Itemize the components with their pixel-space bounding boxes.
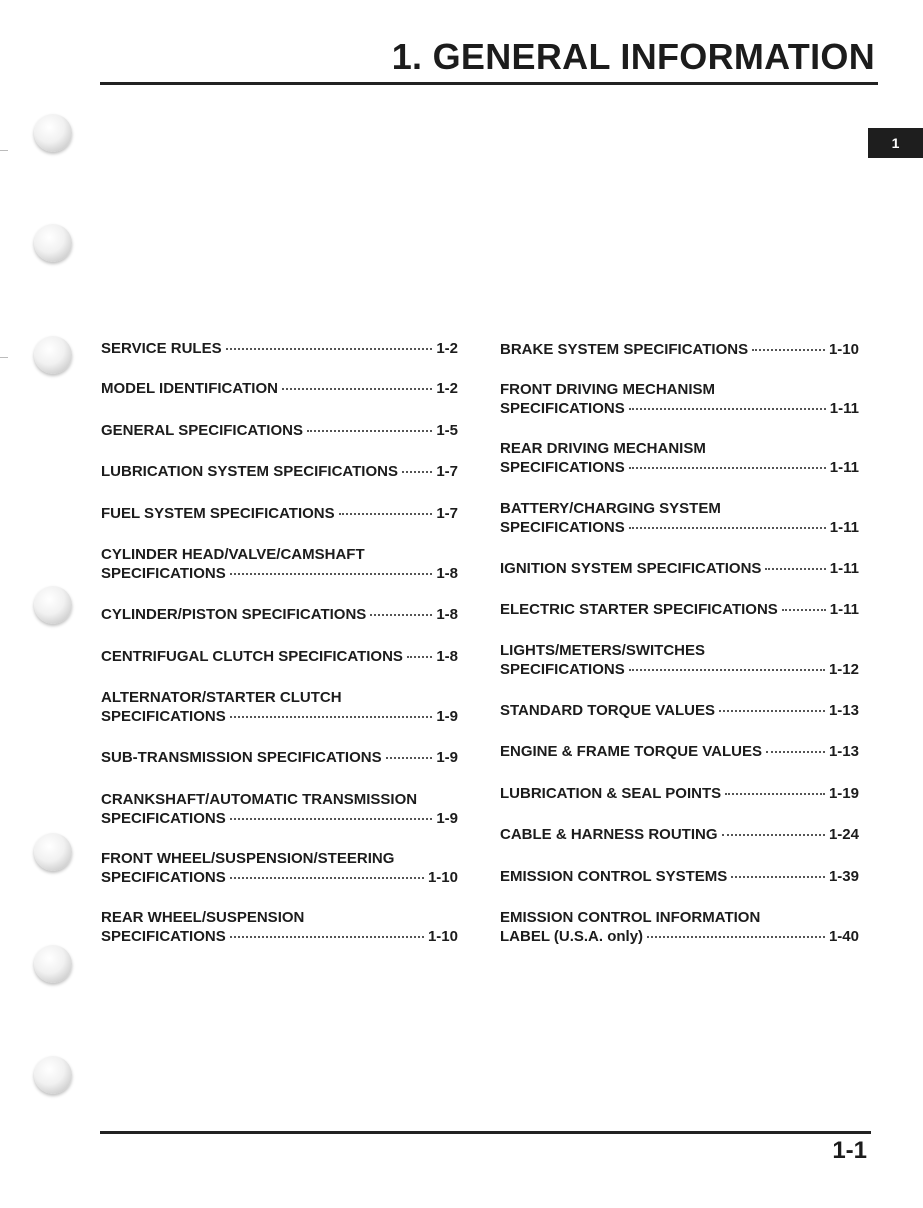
toc-dot-leader bbox=[230, 572, 433, 575]
toc-page-ref: 1-10 bbox=[427, 869, 458, 886]
toc-dot-leader bbox=[725, 792, 825, 795]
margin-mark bbox=[0, 357, 8, 358]
toc-dot-leader bbox=[731, 875, 825, 878]
toc-entry-label: ALTERNATOR/STARTER CLUTCH bbox=[101, 689, 342, 706]
toc-entry[interactable] bbox=[500, 340, 859, 359]
toc-dot-leader bbox=[230, 876, 424, 879]
toc-page-ref: 1-40 bbox=[828, 928, 859, 945]
toc-entry-label: EMISSION CONTROL SYSTEMS bbox=[500, 868, 728, 885]
toc-entry-label: LABEL (U.S.A. only) bbox=[500, 928, 644, 945]
toc-dot-leader bbox=[765, 567, 825, 570]
toc-page-ref: 1-24 bbox=[828, 826, 859, 843]
toc-page-ref: 1-7 bbox=[436, 463, 458, 480]
binder-hole-icon bbox=[34, 833, 72, 871]
toc-dot-leader bbox=[752, 348, 825, 351]
toc-entry-label: CABLE & HARNESS ROUTING bbox=[500, 826, 718, 843]
toc-page-ref: 1-11 bbox=[829, 519, 859, 536]
toc-dot-leader bbox=[230, 817, 433, 820]
toc-entry-label: CENTRIFUGAL CLUTCH SPECIFICATIONS bbox=[101, 648, 403, 665]
binder-hole-icon bbox=[34, 586, 72, 624]
toc-entry-label: BRAKE SYSTEM SPECIFICATIONS bbox=[500, 341, 749, 358]
toc-entry[interactable] bbox=[101, 908, 458, 946]
toc-entry[interactable] bbox=[101, 421, 458, 440]
toc-entry-label: FUEL SYSTEM SPECIFICATIONS bbox=[101, 505, 335, 522]
toc-dot-leader bbox=[722, 833, 825, 836]
toc-entry[interactable] bbox=[500, 867, 859, 886]
toc-entry[interactable] bbox=[101, 462, 458, 481]
toc-dot-leader bbox=[629, 407, 826, 410]
toc-entry-label: SPECIFICATIONS bbox=[101, 869, 226, 886]
toc-entry-label: LUBRICATION SYSTEM SPECIFICATIONS bbox=[101, 463, 398, 480]
toc-entry[interactable] bbox=[500, 641, 859, 679]
toc-page-ref: 1-8 bbox=[436, 606, 458, 623]
toc-entry-label: CYLINDER/PISTON SPECIFICATIONS bbox=[101, 606, 367, 623]
toc-dot-leader bbox=[339, 512, 433, 515]
toc-entry[interactable] bbox=[500, 784, 859, 803]
toc-dot-leader bbox=[402, 470, 432, 473]
toc-page-ref: 1-9 bbox=[436, 749, 458, 766]
toc-entry[interactable] bbox=[500, 742, 859, 761]
toc-dot-leader bbox=[719, 709, 825, 712]
title-rule bbox=[100, 82, 878, 85]
toc-dot-leader bbox=[407, 655, 432, 658]
toc-dot-leader bbox=[782, 608, 826, 611]
toc-entry-label: EMISSION CONTROL INFORMATION bbox=[500, 909, 761, 926]
binder-hole-icon bbox=[34, 114, 72, 152]
toc-entry-label: ELECTRIC STARTER SPECIFICATIONS bbox=[500, 601, 778, 618]
toc-entry[interactable] bbox=[500, 701, 859, 720]
toc-page-ref: 1-7 bbox=[436, 505, 458, 522]
toc-entry-label: SUB-TRANSMISSION SPECIFICATIONS bbox=[101, 749, 382, 766]
toc-dot-leader bbox=[647, 935, 825, 938]
toc-entry-label: CRANKSHAFT/AUTOMATIC TRANSMISSION bbox=[101, 791, 418, 808]
toc-dot-leader bbox=[386, 756, 433, 759]
chapter-title: 1. GENERAL INFORMATION bbox=[391, 36, 875, 77]
toc-page-ref: 1-10 bbox=[427, 928, 458, 945]
toc-dot-leader bbox=[307, 429, 432, 432]
toc-page-ref: 1-39 bbox=[828, 868, 859, 885]
toc-entry[interactable] bbox=[500, 499, 859, 537]
footer-rule bbox=[100, 1131, 871, 1134]
toc-entry-label: SERVICE RULES bbox=[101, 340, 222, 357]
toc-entry-label: STANDARD TORQUE VALUES bbox=[500, 702, 716, 719]
toc-entry[interactable] bbox=[101, 647, 458, 666]
toc-page-ref: 1-8 bbox=[436, 565, 458, 582]
toc-entry[interactable] bbox=[101, 790, 458, 828]
section-tab-marker: 1 bbox=[868, 128, 923, 158]
toc-page-ref: 1-13 bbox=[828, 743, 859, 760]
toc-entry-label: SPECIFICATIONS bbox=[101, 708, 226, 725]
toc-entry-label: SPECIFICATIONS bbox=[500, 519, 625, 536]
toc-dot-leader bbox=[230, 935, 424, 938]
toc-entry-label: BATTERY/CHARGING SYSTEM bbox=[500, 500, 721, 517]
toc-page-ref: 1-8 bbox=[436, 648, 458, 665]
toc-page-ref: 1-2 bbox=[436, 380, 458, 397]
toc-dot-leader bbox=[230, 715, 433, 718]
toc-entry[interactable] bbox=[101, 688, 458, 726]
toc-dot-leader bbox=[370, 613, 432, 616]
toc-entry-label: ENGINE & FRAME TORQUE VALUES bbox=[500, 743, 762, 760]
toc-page-ref: 1-11 bbox=[829, 560, 859, 577]
toc-dot-leader bbox=[226, 347, 433, 350]
toc-entry[interactable] bbox=[101, 504, 458, 523]
binder-hole-icon bbox=[34, 1056, 72, 1094]
toc-entry[interactable] bbox=[500, 600, 859, 619]
toc-entry[interactable] bbox=[500, 559, 859, 578]
toc-page-ref: 1-19 bbox=[828, 785, 859, 802]
toc-entry-label: IGNITION SYSTEM SPECIFICATIONS bbox=[500, 560, 762, 577]
toc-dot-leader bbox=[282, 387, 432, 390]
toc-entry[interactable] bbox=[101, 339, 458, 358]
toc-entry-label: MODEL IDENTIFICATION bbox=[101, 380, 278, 397]
toc-entry[interactable] bbox=[101, 748, 458, 767]
binder-hole-icon bbox=[34, 224, 72, 262]
toc-entry-label: CYLINDER HEAD/VALVE/CAMSHAFT bbox=[101, 546, 365, 563]
binder-hole-icon bbox=[34, 945, 72, 983]
toc-page-ref: 1-11 bbox=[829, 400, 859, 417]
toc-entry[interactable] bbox=[101, 545, 458, 583]
toc-entry[interactable] bbox=[101, 379, 458, 398]
toc-entry-label: SPECIFICATIONS bbox=[101, 565, 226, 582]
toc-entry[interactable] bbox=[500, 380, 859, 418]
toc-entry-label: LUBRICATION & SEAL POINTS bbox=[500, 785, 722, 802]
toc-dot-leader bbox=[629, 466, 826, 469]
toc-entry-label: SPECIFICATIONS bbox=[101, 810, 226, 827]
toc-entry-label: GENERAL SPECIFICATIONS bbox=[101, 422, 303, 439]
binder-hole-icon bbox=[34, 336, 72, 374]
toc-entry-label: REAR WHEEL/SUSPENSION bbox=[101, 909, 305, 926]
toc-entry[interactable] bbox=[101, 605, 458, 624]
toc-entry-label: REAR DRIVING MECHANISM bbox=[500, 440, 706, 457]
toc-entry-label: SPECIFICATIONS bbox=[500, 459, 625, 476]
toc-dot-leader bbox=[629, 526, 826, 529]
toc-page-ref: 1-9 bbox=[436, 810, 458, 827]
toc-page-ref: 1-11 bbox=[829, 601, 859, 618]
toc-page-ref: 1-13 bbox=[828, 702, 859, 719]
toc-dot-leader bbox=[629, 668, 825, 671]
toc-entry[interactable] bbox=[101, 849, 458, 887]
toc-page-ref: 1-9 bbox=[436, 708, 458, 725]
toc-entry-label: SPECIFICATIONS bbox=[500, 661, 625, 678]
toc-entry[interactable] bbox=[500, 439, 859, 477]
toc-entry[interactable] bbox=[500, 908, 859, 946]
toc-page-ref: 1-2 bbox=[436, 340, 458, 357]
margin-mark bbox=[0, 150, 8, 151]
toc-page-ref: 1-10 bbox=[828, 341, 859, 358]
page-number: 1-1 bbox=[832, 1137, 867, 1164]
toc-entry-label: FRONT WHEEL/SUSPENSION/STEERING bbox=[101, 850, 395, 867]
toc-entry-label: LIGHTS/METERS/SWITCHES bbox=[500, 642, 706, 659]
toc-dot-leader bbox=[766, 750, 825, 753]
toc-entry[interactable] bbox=[500, 825, 859, 844]
toc-entry-label: FRONT DRIVING MECHANISM bbox=[500, 381, 715, 398]
toc-page-ref: 1-11 bbox=[829, 459, 859, 476]
toc-page-ref: 1-5 bbox=[436, 422, 458, 439]
toc-page-ref: 1-12 bbox=[828, 661, 859, 678]
toc-entry-label: SPECIFICATIONS bbox=[101, 928, 226, 945]
toc-entry-label: SPECIFICATIONS bbox=[500, 400, 625, 417]
